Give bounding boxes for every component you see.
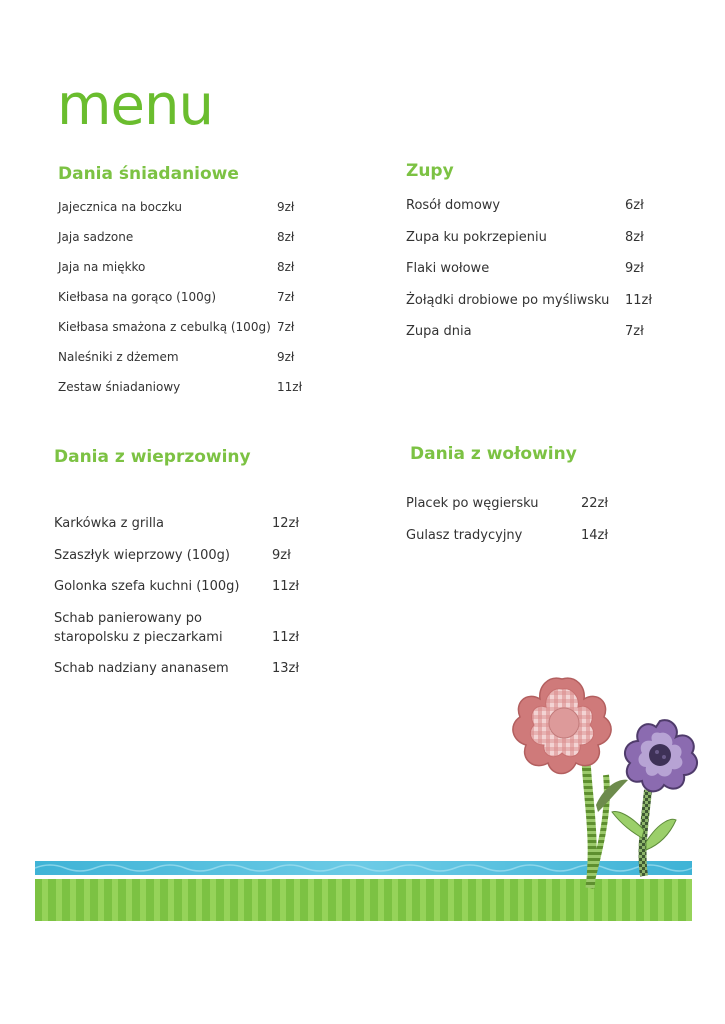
- item-name: Karkówka z grilla: [54, 516, 165, 531]
- item-price: 9zł: [277, 350, 295, 364]
- item-name: Zestaw śniadaniowy: [58, 380, 181, 394]
- item-name: Kiełbasa smażona z cebulką (100g): [58, 320, 271, 334]
- menu-item: [58, 379, 308, 395]
- item-name: Kiełbasa na gorąco (100g): [58, 290, 217, 304]
- item-name: Jaja na miękko: [58, 260, 146, 274]
- section-title: Zupy: [406, 161, 454, 181]
- item-price: 13zł: [272, 661, 300, 676]
- item-name: Żołądki drobiowe po myśliwsku: [406, 292, 610, 308]
- menu-item: [406, 323, 666, 341]
- item-price: 11zł: [272, 629, 300, 645]
- item-price: 11zł: [625, 292, 653, 308]
- item-price: 22zł: [581, 496, 609, 511]
- item-price: 7zł: [277, 290, 295, 304]
- item-price: 6zł: [625, 198, 644, 213]
- item-price: 14zł: [581, 527, 609, 543]
- item-price: 7zł: [277, 320, 295, 334]
- item-name: Schab nadziany ananasem: [54, 661, 229, 676]
- menu-item: [58, 199, 308, 215]
- item-name: Rosół domowy: [406, 198, 501, 213]
- purple-flower-icon: [612, 720, 697, 876]
- menu-item: [54, 514, 314, 533]
- section-beef: [406, 443, 666, 558]
- menu-item: [54, 609, 314, 647]
- divider-line: [35, 875, 692, 879]
- section-pork: [54, 446, 314, 691]
- item-price: 8zł: [625, 229, 644, 245]
- section-title: Dania śniadaniowe: [58, 164, 239, 184]
- item-price: 9zł: [625, 261, 644, 276]
- pink-flower-icon: [513, 678, 628, 888]
- item-price: 11zł: [277, 380, 302, 394]
- menu-item: [58, 349, 308, 365]
- section-title: Dania z wieprzowiny: [54, 447, 251, 467]
- menu-item: [58, 289, 308, 305]
- item-name: Schab panierowany po staropolsku z pieczarkami: [54, 610, 223, 645]
- item-price: 7zł: [625, 324, 644, 339]
- section-title: Dania z wołowiny: [410, 444, 577, 464]
- section-breakfast: [58, 163, 308, 409]
- item-name: Jajecznica na boczku: [58, 200, 183, 214]
- item-name: Placek po węgiersku: [406, 496, 539, 511]
- menu-item: [58, 319, 308, 335]
- section-soups: [406, 160, 666, 355]
- menu-item: [58, 229, 308, 245]
- menu-item: [54, 546, 314, 565]
- menu-title: menu: [57, 73, 213, 138]
- item-price: 8zł: [277, 230, 295, 244]
- green-stripe-band: [35, 879, 692, 921]
- menu-item: [54, 659, 314, 678]
- menu-item: [58, 259, 308, 275]
- menu-item: [406, 260, 666, 278]
- blue-band: [35, 861, 692, 875]
- item-price: 9zł: [272, 547, 291, 563]
- item-price: 9zł: [277, 200, 295, 214]
- item-name: Jaja sadzone: [58, 230, 134, 244]
- menu-item: [54, 577, 314, 596]
- item-price: 11zł: [272, 579, 300, 594]
- item-name: Naleśniki z dżemem: [58, 350, 179, 364]
- item-name: Golonka szefa kuchni (100g): [54, 579, 240, 594]
- menu-item: [406, 292, 666, 310]
- item-name: Zupa ku pokrzepieniu: [406, 229, 547, 245]
- menu-item: [406, 495, 666, 513]
- item-name: Gulasz tradycyjny: [406, 527, 523, 543]
- menu-item: [406, 527, 666, 545]
- menu-item: [406, 229, 666, 247]
- item-name: Flaki wołowe: [406, 261, 490, 276]
- item-price: 12zł: [272, 516, 300, 531]
- menu-item: [406, 197, 666, 215]
- item-price: 8zł: [277, 260, 295, 274]
- item-name: Zupa dnia: [406, 324, 472, 339]
- item-name: Szaszłyk wieprzowy (100g): [54, 547, 230, 563]
